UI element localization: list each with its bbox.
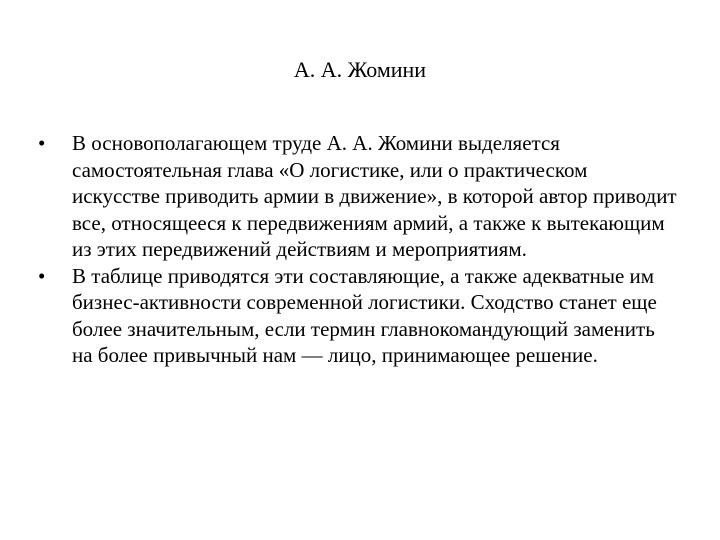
bullet-text: В таблице приводятся эти составляющие, а также адекватные им бизнес-активности современной логистики. Сходство станет еще более значительным, если термин главнокомандующий заменить на более привычный нам — лицо, принимающее решение. (72, 263, 657, 367)
bullet-icon: • (38, 263, 46, 288)
bullet-item (38, 130, 678, 263)
slide-title: А. А. Жомини (293, 57, 427, 82)
bullet-item (38, 263, 678, 369)
bullet-list (38, 130, 678, 369)
bullet-text: В основополагающем труде А. А. Жомини выделяется самостоятельная глава «О логистике, или о практическом искусстве приводить армии в движение», в которой автор приводит все, относящееся к передвижениям армий, а также к вытекающим из этих передвижений действиям и мероприятиям. (72, 131, 677, 261)
bullet-icon: • (38, 131, 46, 155)
